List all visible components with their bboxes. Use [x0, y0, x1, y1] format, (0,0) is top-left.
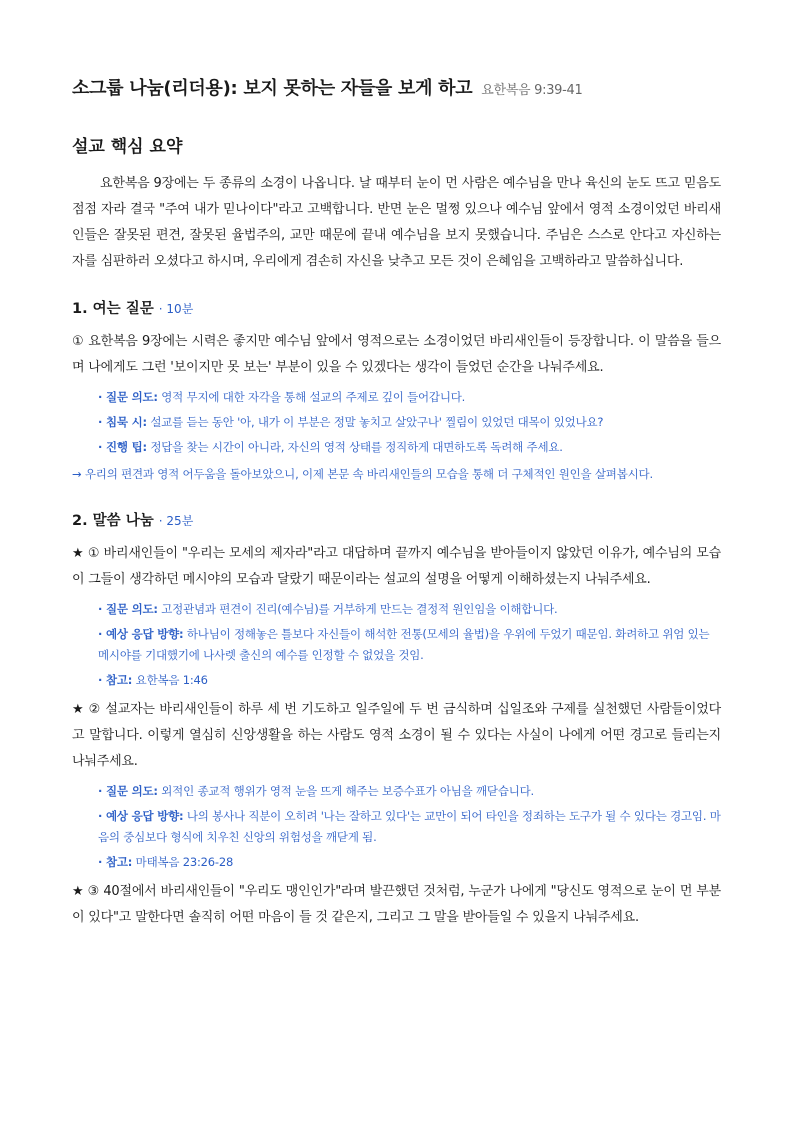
leader-note [98, 599, 721, 620]
leader-note [98, 412, 721, 433]
note-label: · 예상 응답 방향: [98, 627, 184, 641]
discussion-question: ★ ③ 40절에서 바리새인들이 "우리도 맹인인가"라며 발끈했던 것처럼, 누군가 나에게 "당신도 영적으로 눈이 먼 부분이 있다"고 말한다면 솔직히 어떤 마음이 들 것 같은지, 그리고 그 말을 받아들일 수 있을지 나눠주세요. [72, 884, 721, 925]
section-title: 2. 말씀 나눔 [72, 513, 154, 529]
section-title: 1. 여는 질문 [72, 301, 154, 317]
note-label: · 진행 팁: [98, 440, 147, 454]
leader-note [98, 437, 721, 458]
note-text: 정답을 찾는 시간이 아니라, 자신의 영적 상태를 정직하게 대면하도록 독려해 주세요. [146, 440, 563, 454]
section-heading-opening [72, 297, 721, 321]
note-label: · 질문 의도: [98, 390, 158, 404]
note-label: · 참고: [98, 673, 133, 687]
leader-notes [72, 781, 721, 873]
note-label: · 질문 의도: [98, 602, 158, 616]
summary-heading: 설교 핵심 요약 [72, 137, 183, 157]
summary-body: 요한복음 9장에는 두 종류의 소경이 나옵니다. 날 때부터 눈이 먼 사람은 예수님을 만나 육신의 눈도 뜨고 믿음도 점점 자라 결국 "주여 내가 믿나이다"라고 고백합니다. 반면 눈은 멀쩡 있으나 예수님 앞에서 영적 소경이었던 바리새인들은 잘못된 편견, 잘못된 율법주의, 교만 때문에 끝내 예수님을 보지 못했습니다. 주님은 스스로 안다고 자신하는 자를 심판하러 오셨다고 하시며, 우리에게 겸손히 자신을 낮추고 모든 것이 은혜임을 고백하라고 말씀하십니다. [72, 176, 721, 269]
leader-notes [72, 387, 721, 458]
leader-note [98, 624, 721, 666]
note-label: · 질문 의도: [98, 784, 158, 798]
leader-note [98, 387, 721, 408]
section-heading-word-sharing [72, 509, 721, 533]
leader-note [98, 852, 721, 873]
discussion-question: ★ ① 바리새인들이 "우리는 모세의 제자라"라고 대답하며 끝까지 예수님을 받아들이지 않았던 이유가, 예수님의 모습이 그들이 생각하던 메시야의 모습과 달랐기 때문이라는 설교의 설명을 어떻게 이해하셨는지 나눠주세요. [72, 546, 721, 587]
note-text: 설교를 듣는 동안 '아, 내가 이 부분은 정말 놓치고 살았구나' 찔림이 있었던 대목이 있었나요? [146, 415, 604, 429]
note-label: · 침묵 시: [98, 415, 147, 429]
scripture-reference: 요한복음 9:39-41 [481, 83, 583, 98]
note-text: 하나님이 정해놓은 틀보다 자신들이 해석한 전통(모세의 율법)을 우위에 두었기 때문임. 화려하고 위엄 있는 메시야를 기대했기에 나사렛 출신의 예수를 인정할 수 없었을 것임. [98, 627, 710, 662]
note-label: · 예상 응답 방향: [98, 809, 184, 823]
note-text: 마태복음 23:26-28 [132, 855, 234, 869]
note-text: 나의 봉사나 직분이 오히려 '나는 잘하고 있다'는 교만이 되어 타인을 정죄하는 도구가 될 수 있다는 경고임. 마음의 중심보다 형식에 치우친 신앙의 위험성을 깨닫게 됨. [98, 809, 721, 844]
note-text: 영적 무지에 대한 자각을 통해 설교의 주제로 깊이 들어갑니다. [157, 390, 466, 404]
note-text: 요한복음 1:46 [132, 673, 208, 687]
page-title [72, 75, 721, 105]
transition-note: → 우리의 편견과 영적 어두움을 돌아보았으니, 이제 본문 속 바리새인들의 모습을 통해 더 구체적인 원인을 살펴봅시다. [72, 467, 653, 481]
note-text: 고정관념과 편견이 진리(예수님)를 거부하게 만드는 결정적 원인임을 이해합니다. [157, 602, 558, 616]
section-duration: · 25분 [158, 514, 194, 528]
section-duration: · 10분 [158, 302, 194, 316]
leader-note [98, 781, 721, 802]
leader-notes [72, 599, 721, 691]
discussion-question: ★ ② 설교자는 바리새인들이 하루 세 번 기도하고 일주일에 두 번 금식하며 십일조와 구제를 실천했던 사람들이었다고 말합니다. 이렇게 열심히 신앙생활을 하는 사람도 영적 소경이 될 수 있다는 사실이 나에게 어떤 경고로 들리는지 나눠주세요. [72, 702, 721, 769]
leader-note [98, 806, 721, 848]
note-label: · 참고: [98, 855, 133, 869]
leader-note [98, 670, 721, 691]
title-text: 소그룹 나눔(리더용): 보지 못하는 자들을 보게 하고 [72, 78, 473, 99]
opening-question: ① 요한복음 9장에는 시력은 좋지만 예수님 앞에서 영적으로는 소경이었던 바리새인들이 등장합니다. 이 말씀을 들으며 나에게도 그런 '보이지만 못 보는' 부분이 있을 수 있겠다는 생각이 들었던 순간을 나눠주세요. [72, 334, 721, 375]
note-text: 외적인 종교적 행위가 영적 눈을 뜨게 해주는 보증수표가 아님을 깨닫습니다. [157, 784, 534, 798]
